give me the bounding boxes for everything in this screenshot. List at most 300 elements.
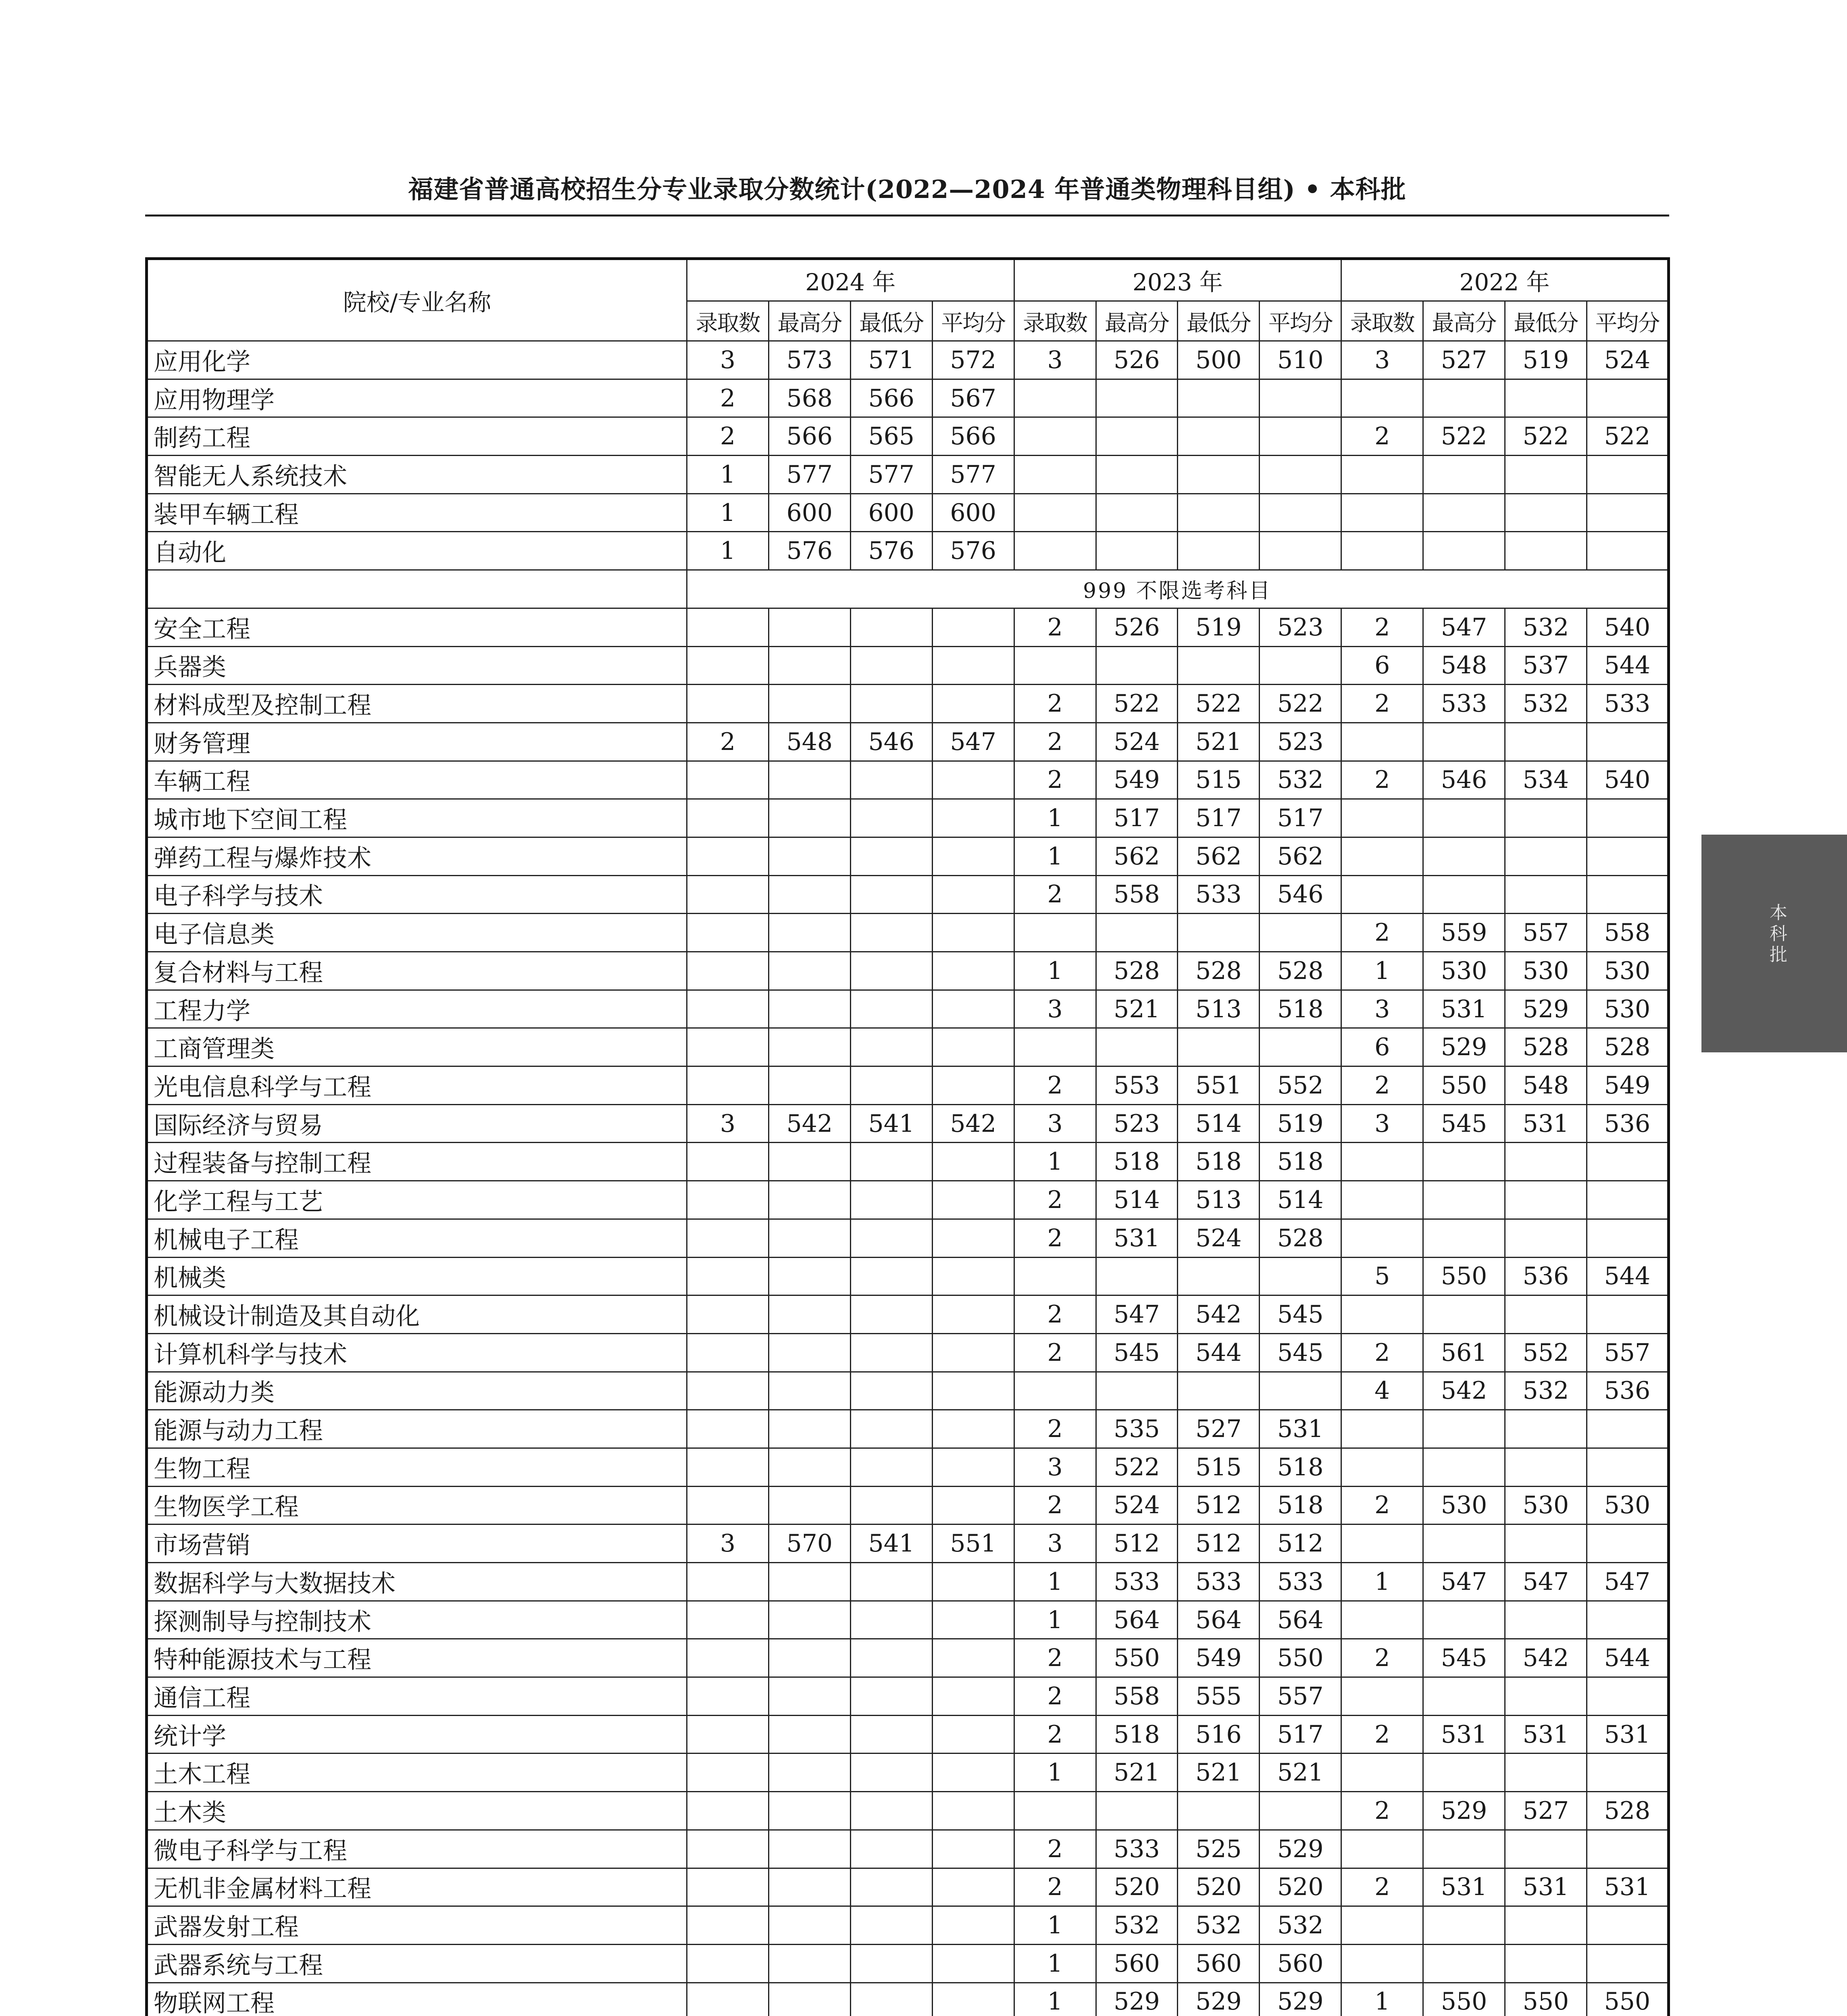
- score-cell: 3: [1341, 990, 1423, 1028]
- score-cell: 557: [1260, 1677, 1341, 1716]
- score-cell: 2: [1014, 685, 1096, 723]
- score-cell: [687, 1257, 769, 1295]
- score-cell: 518: [1096, 1715, 1178, 1754]
- score-cell: [932, 1143, 1014, 1181]
- score-cell: [768, 1295, 850, 1334]
- score-cell: [1587, 532, 1668, 570]
- score-cell: [850, 1677, 932, 1716]
- score-cell: [1505, 723, 1587, 761]
- score-cell: [850, 1066, 932, 1105]
- score-cell: [1341, 1677, 1423, 1716]
- score-cell: [687, 1677, 769, 1716]
- score-cell: [1341, 1143, 1423, 1181]
- score-cell: [687, 1028, 769, 1066]
- table-row: [147, 341, 1669, 379]
- score-cell: [932, 1257, 1014, 1295]
- score-cell: [1423, 1524, 1505, 1563]
- score-cell: 546: [1423, 761, 1505, 799]
- score-cell: 2: [1341, 1066, 1423, 1105]
- score-cell: [1178, 914, 1260, 952]
- score-cell: 529: [1423, 1028, 1505, 1066]
- score-cell: 1: [687, 494, 769, 532]
- score-cell: [1341, 875, 1423, 914]
- score-cell: 541: [850, 1524, 932, 1563]
- score-cell: 550: [1505, 1983, 1587, 2016]
- score-cell: 533: [1096, 1563, 1178, 1601]
- score-cell: [1587, 1906, 1668, 1945]
- score-cell: 564: [1260, 1601, 1341, 1639]
- score-cell: 513: [1178, 1181, 1260, 1219]
- major-name-cell: 市场营销: [147, 1524, 687, 1563]
- score-cell: 533: [1423, 685, 1505, 723]
- score-cell: 531: [1423, 1868, 1505, 1906]
- major-name-cell: 无机非金属材料工程: [147, 1868, 687, 1906]
- score-cell: [932, 1868, 1014, 1906]
- score-cell: [1341, 532, 1423, 570]
- score-cell: [687, 646, 769, 685]
- major-name-cell: 生物医学工程: [147, 1486, 687, 1524]
- score-cell: [932, 1677, 1014, 1716]
- score-cell: [932, 761, 1014, 799]
- score-cell: [687, 608, 769, 646]
- score-cell: 516: [1178, 1715, 1260, 1754]
- score-cell: 521: [1260, 1754, 1341, 1792]
- score-cell: 2: [687, 379, 769, 417]
- score-cell: 3: [687, 1104, 769, 1143]
- score-cell: 568: [768, 379, 850, 417]
- score-cell: [768, 1410, 850, 1448]
- score-cell: [1587, 1219, 1668, 1257]
- score-cell: [1423, 723, 1505, 761]
- score-cell: 557: [1505, 914, 1587, 952]
- score-cell: 1: [1014, 1143, 1096, 1181]
- score-cell: 518: [1260, 1143, 1341, 1181]
- score-cell: 600: [768, 494, 850, 532]
- score-cell: 514: [1096, 1181, 1178, 1219]
- score-cell: 559: [1423, 914, 1505, 952]
- score-cell: 6: [1341, 646, 1423, 685]
- score-cell: 2: [1014, 1219, 1096, 1257]
- score-cell: 544: [1587, 1639, 1668, 1677]
- score-cell: 552: [1505, 1333, 1587, 1372]
- score-cell: [932, 952, 1014, 990]
- score-cell: 3: [1341, 341, 1423, 379]
- score-cell: [1505, 875, 1587, 914]
- major-name-cell: 财务管理: [147, 723, 687, 761]
- score-cell: [932, 1333, 1014, 1372]
- score-cell: 542: [1505, 1639, 1587, 1677]
- score-cell: [768, 952, 850, 990]
- score-cell: 3: [1014, 1448, 1096, 1486]
- score-cell: 2: [687, 417, 769, 456]
- metric-header: 录取数: [687, 301, 769, 341]
- score-cell: [1096, 914, 1178, 952]
- score-cell: 526: [1096, 608, 1178, 646]
- score-cell: 544: [1178, 1333, 1260, 1372]
- score-cell: [850, 1715, 932, 1754]
- score-cell: [1096, 494, 1178, 532]
- score-cell: 2: [1341, 685, 1423, 723]
- score-cell: [1014, 456, 1096, 494]
- score-cell: 542: [768, 1104, 850, 1143]
- score-cell: 514: [1260, 1181, 1341, 1219]
- score-cell: [687, 799, 769, 837]
- table-row: [147, 1754, 1669, 1792]
- score-cell: 6: [1341, 1028, 1423, 1066]
- score-cell: 517: [1096, 799, 1178, 837]
- score-cell: [932, 685, 1014, 723]
- score-cell: 527: [1178, 1410, 1260, 1448]
- score-cell: 524: [1587, 341, 1668, 379]
- major-name-cell: 兵器类: [147, 646, 687, 685]
- score-cell: 512: [1178, 1524, 1260, 1563]
- table-row: [147, 1257, 1669, 1295]
- score-cell: 527: [1423, 341, 1505, 379]
- score-cell: [768, 1715, 850, 1754]
- score-cell: [1014, 646, 1096, 685]
- score-cell: [1096, 1028, 1178, 1066]
- major-name-cell: 土木类: [147, 1792, 687, 1830]
- score-cell: [1505, 1944, 1587, 1983]
- score-cell: 5: [1341, 1257, 1423, 1295]
- score-cell: 1: [1014, 952, 1096, 990]
- score-cell: [1178, 417, 1260, 456]
- score-cell: [932, 1601, 1014, 1639]
- major-name-cell: 车辆工程: [147, 761, 687, 799]
- score-cell: [1587, 1410, 1668, 1448]
- score-cell: 3: [687, 341, 769, 379]
- score-cell: [932, 1295, 1014, 1334]
- score-cell: [850, 1792, 932, 1830]
- score-cell: [1587, 1830, 1668, 1868]
- score-cell: [687, 1181, 769, 1219]
- score-cell: 531: [1587, 1715, 1668, 1754]
- metric-header: 平均分: [1587, 301, 1668, 341]
- major-name-cell: 特种能源技术与工程: [147, 1639, 687, 1677]
- score-cell: 529: [1178, 1983, 1260, 2016]
- score-cell: [1423, 532, 1505, 570]
- score-cell: [932, 1715, 1014, 1754]
- score-cell: [1505, 456, 1587, 494]
- score-cell: [1423, 875, 1505, 914]
- score-cell: 514: [1178, 1104, 1260, 1143]
- score-cell: [1096, 1257, 1178, 1295]
- score-cell: [850, 1219, 932, 1257]
- score-cell: [768, 1372, 850, 1410]
- score-cell: 1: [1341, 1563, 1423, 1601]
- score-cell: 600: [932, 494, 1014, 532]
- score-cell: [1505, 1410, 1587, 1448]
- table-row: [147, 1104, 1669, 1143]
- score-cell: [1587, 1944, 1668, 1983]
- major-name-cell: 能源与动力工程: [147, 1410, 687, 1448]
- score-cell: 2: [1341, 1639, 1423, 1677]
- major-name-cell: 过程装备与控制工程: [147, 1143, 687, 1181]
- header-divider: [145, 215, 1669, 217]
- score-cell: [687, 1563, 769, 1601]
- score-cell: [1587, 1601, 1668, 1639]
- score-cell: 1: [1014, 1944, 1096, 1983]
- score-cell: [687, 1830, 769, 1868]
- score-cell: [687, 837, 769, 875]
- score-cell: [1341, 1944, 1423, 1983]
- score-cell: 534: [1505, 761, 1587, 799]
- score-cell: [850, 1754, 932, 1792]
- table-row: [147, 1792, 1669, 1830]
- major-name-cell: 工商管理类: [147, 1028, 687, 1066]
- score-cell: 553: [1096, 1066, 1178, 1105]
- score-cell: 533: [1587, 685, 1668, 723]
- score-cell: 2: [1341, 1486, 1423, 1524]
- major-name-cell: 武器系统与工程: [147, 1944, 687, 1983]
- score-cell: 576: [932, 532, 1014, 570]
- score-cell: [1178, 1372, 1260, 1410]
- score-cell: 2: [1014, 761, 1096, 799]
- score-cell: 1: [1341, 952, 1423, 990]
- score-cell: 550: [1423, 1983, 1505, 2016]
- score-cell: [850, 914, 932, 952]
- score-cell: [1587, 799, 1668, 837]
- score-cell: 545: [1260, 1333, 1341, 1372]
- score-cell: 2: [1014, 1868, 1096, 1906]
- score-cell: 1: [1014, 1754, 1096, 1792]
- score-cell: [850, 1295, 932, 1334]
- score-cell: [1014, 914, 1096, 952]
- score-cell: 564: [1096, 1601, 1178, 1639]
- score-cell: [1505, 1601, 1587, 1639]
- score-cell: 566: [850, 379, 932, 417]
- score-cell: 550: [1096, 1639, 1178, 1677]
- score-cell: [768, 799, 850, 837]
- score-cell: [768, 1143, 850, 1181]
- score-cell: 522: [1178, 685, 1260, 723]
- score-cell: 530: [1423, 1486, 1505, 1524]
- score-cell: [932, 1906, 1014, 1945]
- score-cell: [850, 1906, 932, 1945]
- major-name-cell: 电子信息类: [147, 914, 687, 952]
- score-cell: 523: [1096, 1104, 1178, 1143]
- score-cell: [768, 1257, 850, 1295]
- score-cell: [932, 1486, 1014, 1524]
- score-cell: 535: [1096, 1410, 1178, 1448]
- score-cell: 517: [1260, 1715, 1341, 1754]
- score-cell: [1505, 1181, 1587, 1219]
- score-cell: 572: [932, 341, 1014, 379]
- score-cell: [850, 837, 932, 875]
- score-cell: [1423, 1677, 1505, 1716]
- score-cell: [1341, 1906, 1423, 1945]
- score-cell: [932, 1639, 1014, 1677]
- score-cell: [1505, 1830, 1587, 1868]
- score-cell: [1505, 1143, 1587, 1181]
- score-cell: 1: [687, 456, 769, 494]
- score-cell: [1096, 1792, 1178, 1830]
- score-cell: [932, 1181, 1014, 1219]
- score-cell: [1423, 837, 1505, 875]
- score-cell: [1178, 532, 1260, 570]
- score-cell: [932, 1066, 1014, 1105]
- score-cell: 520: [1178, 1868, 1260, 1906]
- score-cell: [1341, 456, 1423, 494]
- score-cell: [1423, 1944, 1505, 1983]
- score-cell: 550: [1260, 1639, 1341, 1677]
- score-cell: [768, 1944, 850, 1983]
- score-cell: 3: [1014, 1524, 1096, 1563]
- group-row-blank-cell: [147, 570, 687, 608]
- score-cell: 528: [1587, 1792, 1668, 1830]
- table-row: [147, 1410, 1669, 1448]
- score-cell: 531: [1505, 1104, 1587, 1143]
- table-row: [147, 379, 1669, 417]
- score-cell: [687, 1143, 769, 1181]
- admission-score-table: [145, 257, 1670, 2016]
- major-name-cell: 材料成型及控制工程: [147, 685, 687, 723]
- score-cell: 567: [932, 379, 1014, 417]
- score-cell: [768, 1830, 850, 1868]
- score-cell: [1587, 723, 1668, 761]
- score-cell: 2: [1014, 1181, 1096, 1219]
- score-cell: [932, 1028, 1014, 1066]
- score-cell: [850, 1448, 932, 1486]
- score-cell: [1341, 1219, 1423, 1257]
- score-cell: [1423, 1181, 1505, 1219]
- score-cell: [1505, 1448, 1587, 1486]
- score-cell: [1341, 494, 1423, 532]
- score-cell: 532: [1260, 761, 1341, 799]
- score-cell: [687, 761, 769, 799]
- score-cell: [850, 1601, 932, 1639]
- score-cell: [932, 1830, 1014, 1868]
- score-cell: 558: [1096, 1677, 1178, 1716]
- score-cell: 1: [1014, 1563, 1096, 1601]
- score-cell: 2: [1341, 1792, 1423, 1830]
- score-cell: 548: [768, 723, 850, 761]
- score-cell: 1: [1341, 1983, 1423, 2016]
- table-row: [147, 1219, 1669, 1257]
- score-cell: 530: [1587, 990, 1668, 1028]
- table-row: [147, 494, 1669, 532]
- score-cell: 3: [1014, 341, 1096, 379]
- score-cell: 510: [1260, 341, 1341, 379]
- major-name-cell: 计算机科学与技术: [147, 1333, 687, 1372]
- score-cell: [1260, 1257, 1341, 1295]
- score-cell: [1505, 1906, 1587, 1945]
- score-cell: 2: [1014, 875, 1096, 914]
- major-name-cell: 微电子科学与工程: [147, 1830, 687, 1868]
- score-cell: [687, 685, 769, 723]
- metric-header: 录取数: [1014, 301, 1096, 341]
- score-cell: [1096, 532, 1178, 570]
- score-cell: [850, 1944, 932, 1983]
- score-cell: [1260, 417, 1341, 456]
- major-name-cell: 探测制导与控制技术: [147, 1601, 687, 1639]
- score-cell: [687, 875, 769, 914]
- score-cell: 576: [850, 532, 932, 570]
- score-cell: [1505, 1295, 1587, 1334]
- major-name-cell: 应用物理学: [147, 379, 687, 417]
- score-cell: [768, 1754, 850, 1792]
- score-cell: [1341, 1524, 1423, 1563]
- score-cell: [687, 1372, 769, 1410]
- table-row: [147, 646, 1669, 685]
- score-cell: 512: [1260, 1524, 1341, 1563]
- score-cell: [768, 761, 850, 799]
- major-name-cell: 城市地下空间工程: [147, 799, 687, 837]
- score-cell: [1587, 379, 1668, 417]
- table-row: [147, 1486, 1669, 1524]
- score-cell: 528: [1178, 952, 1260, 990]
- table-header: [147, 259, 1669, 341]
- major-name-cell: 能源动力类: [147, 1372, 687, 1410]
- score-cell: [1014, 1028, 1096, 1066]
- score-cell: [687, 1715, 769, 1754]
- score-cell: [687, 1792, 769, 1830]
- score-cell: [768, 1677, 850, 1716]
- score-cell: 2: [1014, 608, 1096, 646]
- score-cell: [687, 990, 769, 1028]
- metric-header: 最低分: [1505, 301, 1587, 341]
- score-cell: [768, 1219, 850, 1257]
- year-header-2024: 2024 年: [687, 259, 1014, 301]
- score-cell: 558: [1096, 875, 1178, 914]
- table-row: [147, 1143, 1669, 1181]
- score-cell: [1423, 1830, 1505, 1868]
- header-row-years: [147, 259, 1669, 301]
- score-cell: [768, 646, 850, 685]
- score-cell: [1587, 1677, 1668, 1716]
- score-cell: 524: [1178, 1219, 1260, 1257]
- table-row: [147, 799, 1669, 837]
- score-cell: 542: [1178, 1295, 1260, 1334]
- score-cell: 551: [1178, 1066, 1260, 1105]
- score-cell: 3: [687, 1524, 769, 1563]
- score-cell: [932, 1754, 1014, 1792]
- major-name-cell: 电子科学与技术: [147, 875, 687, 914]
- score-cell: [850, 761, 932, 799]
- score-cell: [1341, 1295, 1423, 1334]
- score-cell: 547: [1587, 1563, 1668, 1601]
- score-cell: [1260, 456, 1341, 494]
- score-cell: [1587, 837, 1668, 875]
- score-cell: [1260, 646, 1341, 685]
- score-cell: 547: [1096, 1295, 1178, 1334]
- score-cell: [850, 990, 932, 1028]
- score-cell: 529: [1096, 1983, 1178, 2016]
- table-row: [147, 1028, 1669, 1066]
- score-cell: [687, 914, 769, 952]
- table-row: [147, 1677, 1669, 1716]
- score-cell: [687, 1486, 769, 1524]
- score-cell: [850, 952, 932, 990]
- score-cell: [768, 875, 850, 914]
- score-cell: [1587, 1524, 1668, 1563]
- major-name-cell: 制药工程: [147, 417, 687, 456]
- score-cell: 531: [1423, 990, 1505, 1028]
- score-cell: 512: [1178, 1486, 1260, 1524]
- score-cell: [1178, 1257, 1260, 1295]
- score-cell: [1014, 379, 1096, 417]
- score-cell: [768, 990, 850, 1028]
- table-row: [147, 685, 1669, 723]
- table-row: [147, 952, 1669, 990]
- score-cell: [1096, 646, 1178, 685]
- score-cell: 547: [1505, 1563, 1587, 1601]
- table-row: [147, 723, 1669, 761]
- score-cell: [1341, 1448, 1423, 1486]
- score-cell: [1587, 875, 1668, 914]
- major-name-cell: 武器发射工程: [147, 1906, 687, 1945]
- year-header-2022: 2022 年: [1341, 259, 1669, 301]
